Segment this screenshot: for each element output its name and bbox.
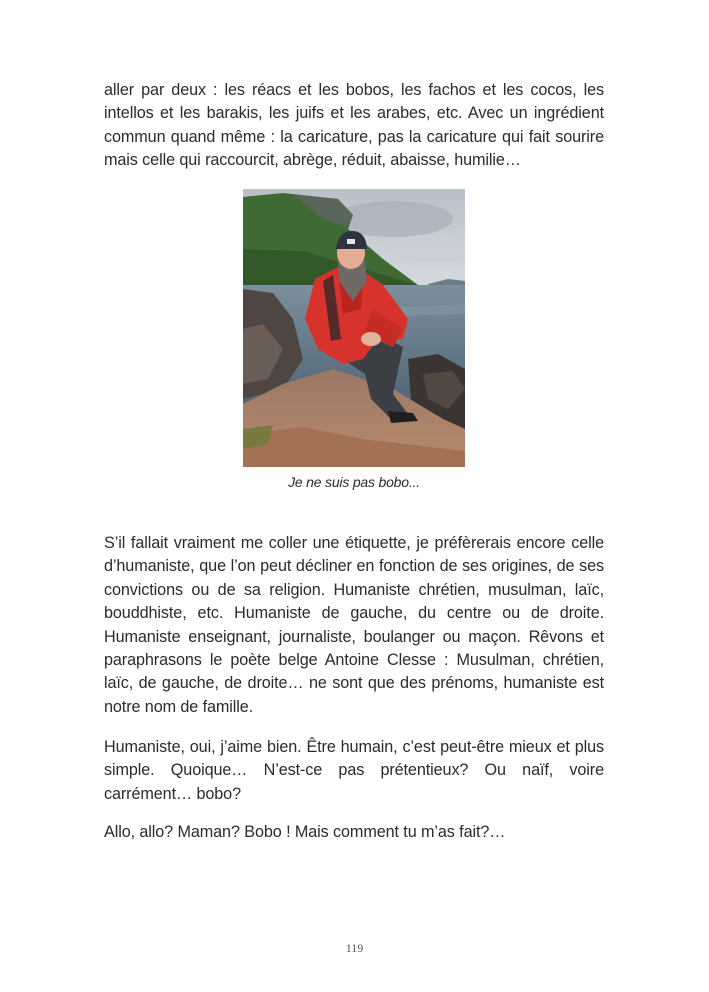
- paragraph-3: Humaniste, oui, j’aime bien. Être humain, c’est peut-être mieux et plus simple. Quoique… N’est-ce pas prétentieux? Ou naïf, voire carrément… bobo?: [104, 738, 604, 803]
- paragraph-2: S’il fallait vraiment me coller une étiquette, je préfèrerais encore celle d’humaniste, que l’on peut décliner en fonction de ses origines, de ses convictions ou de sa religion. Humaniste chrétien, musulman, laïc, bouddhiste, etc. Humaniste de gauche, du centre ou de droite. Humaniste enseignant, journaliste, boulanger ou maçon. Rêvons et paraphrasons le poète belge Antoine Clesse : Musulman, chrétien, laïc, de gauche, de droite… ne sont que des prénoms, humaniste est notre nom de famille.: [104, 534, 604, 716]
- page-number: 119: [345, 941, 364, 955]
- paragraph-1: aller par deux : les réacs et les bobos, les fachos et les cocos, les intellos et les barakis, les juifs et les arabes, etc. Avec un ingrédient commun quand même : la caricature, pas la caricature qui fait sourire mais celle qui raccourcit, abrège, réduit, abaisse, humilie…: [104, 81, 604, 170]
- photo-caption: Je ne suis pas bobo...: [288, 474, 420, 490]
- paragraph-4: Allo, allo? Maman? Bobo ! Mais comment tu m’as fait?…: [104, 823, 506, 841]
- photo-man-on-rocks: [243, 189, 465, 467]
